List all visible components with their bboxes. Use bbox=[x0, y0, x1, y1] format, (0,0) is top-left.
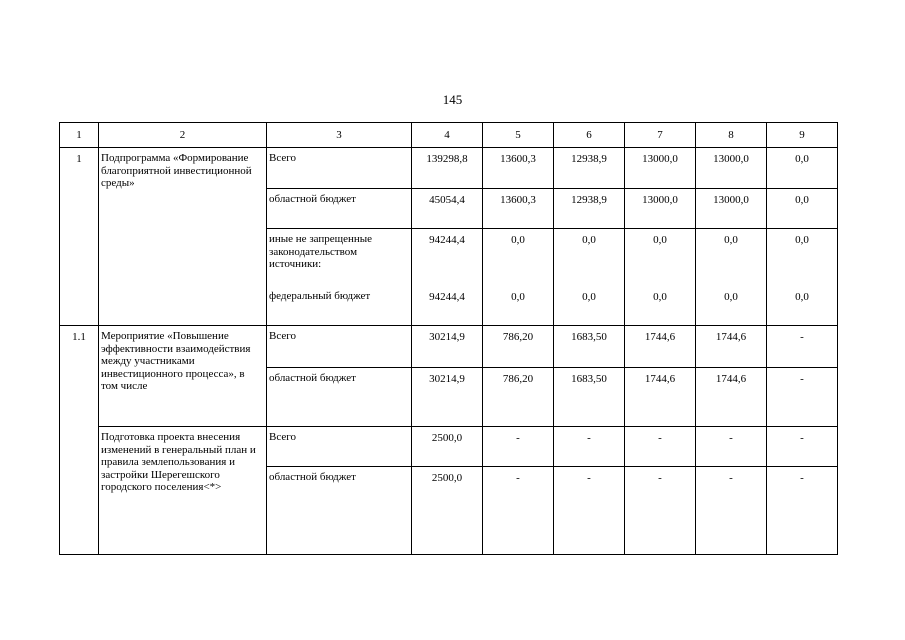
row-name: Подготовка проекта внесения изменений в генеральный план и правила землепользования и застройки Шерегешского городского поселения<*> bbox=[99, 427, 267, 555]
value-cell: 13000,0 bbox=[625, 148, 696, 189]
value-cell: 0,0 bbox=[767, 189, 838, 229]
value-cell: - bbox=[554, 467, 625, 555]
row-name: Подпрограмма «Формирование благоприятной инвестиционной среды» bbox=[99, 148, 267, 326]
value-cell: - bbox=[625, 467, 696, 555]
header-cell: 2 bbox=[99, 123, 267, 148]
value-cell: 139298,8 bbox=[412, 148, 483, 189]
value-cell: 12938,9 bbox=[554, 189, 625, 229]
source-label: Всего bbox=[267, 326, 412, 368]
value-cell: 2500,0 bbox=[412, 467, 483, 555]
source-label: Всего bbox=[267, 148, 412, 189]
value-cell: - bbox=[767, 368, 838, 427]
value-cell: 13000,0 bbox=[696, 189, 767, 229]
value-cell: 13000,0 bbox=[625, 189, 696, 229]
value-cell: - bbox=[767, 427, 838, 467]
value-cell: 2500,0 bbox=[412, 427, 483, 467]
value-cell: 94244,4 bbox=[429, 291, 465, 303]
value-cell: 94244,4 bbox=[429, 234, 465, 246]
value-cell: 786,20 bbox=[483, 326, 554, 368]
value-cell: 1744,6 bbox=[625, 368, 696, 427]
page-number: 145 bbox=[442, 92, 463, 107]
value-cell: 1744,6 bbox=[696, 326, 767, 368]
row-index: 1 bbox=[60, 148, 99, 326]
value-cell: 0,0 bbox=[582, 291, 596, 303]
header-cell: 4 bbox=[412, 123, 483, 148]
header-cell: 9 bbox=[767, 123, 838, 148]
value-cell: - bbox=[483, 427, 554, 467]
value-cell: 13000,0 bbox=[696, 148, 767, 189]
value-cell: 13600,3 bbox=[483, 148, 554, 189]
budget-table bbox=[59, 122, 838, 555]
header-cell: 8 bbox=[696, 123, 767, 148]
table-row bbox=[60, 326, 838, 368]
header-cell: 6 bbox=[554, 123, 625, 148]
source-label: федеральный бюджет bbox=[269, 290, 371, 302]
header-cell: 5 bbox=[483, 123, 554, 148]
value-cell: 0,0 bbox=[582, 234, 596, 246]
value-cell: - bbox=[554, 427, 625, 467]
value-cell: 0,0 bbox=[511, 234, 525, 246]
value-cell: 0,0 bbox=[653, 291, 667, 303]
value-cell: 0,0 bbox=[724, 291, 738, 303]
value-cell: 45054,4 bbox=[412, 189, 483, 229]
value-cell: 13600,3 bbox=[483, 189, 554, 229]
value-cell: - bbox=[767, 326, 838, 368]
value-cell: 1683,50 bbox=[554, 326, 625, 368]
header-cell: 7 bbox=[625, 123, 696, 148]
value-cell: 0,0 bbox=[511, 291, 525, 303]
value-cell: 1683,50 bbox=[554, 368, 625, 427]
header-cell: 3 bbox=[267, 123, 412, 148]
header-row bbox=[60, 123, 838, 148]
source-label: иные не запрещенные законодательством источники: bbox=[269, 233, 373, 270]
value-cell: 0,0 bbox=[653, 234, 667, 246]
value-cell: - bbox=[483, 467, 554, 555]
value-cell: - bbox=[696, 467, 767, 555]
source-label: областной бюджет bbox=[267, 368, 412, 427]
value-cell: 786,20 bbox=[483, 368, 554, 427]
row-name: Мероприятие «Повышение эффективности взаимодействия между участниками инвестиционного процесса», в том числе bbox=[99, 326, 267, 427]
value-cell: - bbox=[767, 467, 838, 555]
header-cell: 1 bbox=[60, 123, 99, 148]
row-index: 1.1 bbox=[60, 326, 99, 555]
source-label: областной бюджет bbox=[267, 467, 412, 555]
value-cell: 30214,9 bbox=[412, 326, 483, 368]
value-cell: 30214,9 bbox=[412, 368, 483, 427]
value-cell: 1744,6 bbox=[625, 326, 696, 368]
value-cell: 0,0 bbox=[767, 148, 838, 189]
value-cell: 0,0 bbox=[795, 291, 809, 303]
value-cell: - bbox=[625, 427, 696, 467]
value-cell: - bbox=[696, 427, 767, 467]
table-row bbox=[60, 427, 838, 467]
value-cell: 12938,9 bbox=[554, 148, 625, 189]
value-cell: 0,0 bbox=[795, 234, 809, 246]
source-label: областной бюджет bbox=[267, 189, 412, 229]
table-row bbox=[60, 148, 838, 189]
source-label: Всего bbox=[267, 427, 412, 467]
value-cell: 1744,6 bbox=[696, 368, 767, 427]
value-cell: 0,0 bbox=[724, 234, 738, 246]
